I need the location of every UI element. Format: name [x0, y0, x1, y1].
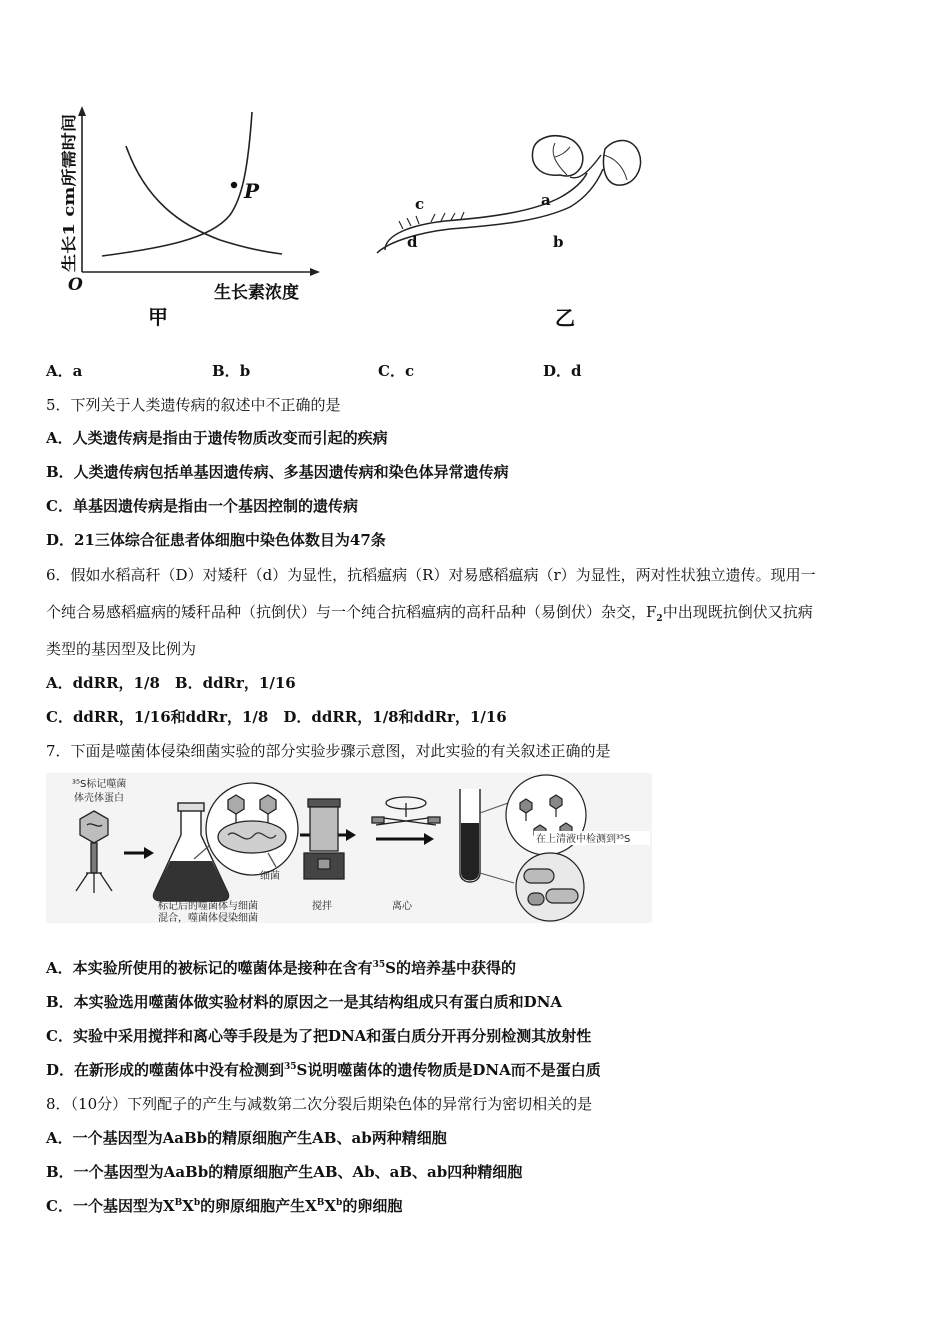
q8-c-sup2: b: [193, 1198, 201, 1208]
point-p-label: P: [244, 179, 260, 203]
x-axis-arrow: [310, 268, 320, 276]
q8-c-part2: X: [182, 1197, 194, 1215]
q7-option-d[interactable]: [46, 1060, 601, 1080]
label-bacteria: 细菌: [260, 871, 280, 882]
q6-stem-line2: [46, 602, 813, 622]
q7-option-a-sup: 35: [372, 960, 386, 970]
label-detect: 在上清液中检测到³⁵S: [536, 834, 631, 845]
q6-options-row1[interactable]: A．ddRR，1/8 B．ddRr，1/16: [46, 674, 296, 692]
q8-stem: 8．（10分）下列配子的产生与减数第二次分裂后期染色体的异常行为密切相关的是: [46, 1095, 593, 1113]
q6-stem-text: 个纯合易感稻瘟病的矮秆品种（抗倒伏）与一个纯合抗稻瘟病的高秆品种（易倒伏）杂交，F: [46, 603, 657, 621]
q7-option-a-tail: S的培养基中获得的: [385, 959, 517, 977]
option-text: c: [404, 362, 415, 380]
q7-option-d-sup: 35: [284, 1062, 297, 1072]
q8-option-c[interactable]: [46, 1196, 402, 1216]
y-axis-arrow: [78, 106, 86, 116]
q8-option-b[interactable]: B．一个基因型为AaBb的精原细胞产生AB、Ab、aB、ab四种精细胞: [46, 1163, 523, 1181]
q6-stem-line3: 类型的基因型及比例为: [46, 640, 197, 658]
q6-stem-line1: 6．假如水稻高秆（D）对矮秆（d）为显性，抗稻瘟病（R）对易感稻瘟病（r）为显性，两对性状独立遗传。现用一: [46, 566, 816, 584]
figure-phage-experiment: [46, 773, 652, 923]
label-d: d: [407, 233, 418, 251]
q4-option-c[interactable]: [378, 360, 414, 381]
increasing-curve: [102, 112, 252, 256]
label-b: b: [553, 233, 564, 251]
q8-c-sup4: b: [336, 1198, 343, 1208]
label-mix-line2: 混合，噬菌体侵染细菌: [158, 913, 258, 923]
leaf-left-vein: [553, 143, 570, 175]
figure-yi-caption: 乙: [555, 306, 575, 330]
q8-c-part5: 的卵细胞: [342, 1197, 403, 1215]
label-mix-line1: 标记后的噬菌体与细菌: [158, 901, 258, 912]
option-letter: B．: [212, 362, 240, 380]
q4-option-d[interactable]: [543, 360, 582, 381]
label-phage-line1: ³⁵S标记噬菌: [72, 779, 127, 790]
figure-jia-caption: 甲: [148, 305, 168, 329]
q7-option-d-text: D．在新形成的噬菌体中没有检测到: [46, 1061, 285, 1079]
q7-option-c[interactable]: C．实验中采用搅拌和离心等手段是为了把DNA和蛋白质分开再分别检测其放射性: [46, 1027, 592, 1045]
q7-option-a[interactable]: [46, 958, 516, 978]
label-phage-line2: 体壳体蛋白: [74, 793, 124, 804]
q7-option-b[interactable]: B．本实验选用噬菌体做实验材料的原因之一是其结构组成只有蛋白质和DNA: [46, 993, 563, 1011]
option-letter: C．: [378, 362, 405, 380]
q8-c-part1: C．一个基因型为X: [46, 1197, 175, 1215]
q5-option-c[interactable]: C．单基因遗传病是指由一个基因控制的遗传病: [46, 497, 358, 515]
label-c: c: [415, 195, 425, 213]
option-letter: A．: [46, 362, 73, 380]
option-letter: D．: [543, 362, 572, 380]
q8-c-part4: X: [324, 1197, 337, 1215]
q5-stem: 5．下列关于人类遗传病的叙述中不正确的是: [46, 396, 341, 414]
q5-option-d[interactable]: D．21三体综合征患者体细胞中染色体数目为47条: [46, 531, 386, 549]
option-text: d: [571, 362, 582, 380]
label-stir: 搅拌: [312, 901, 332, 912]
label-centrifuge: 离心: [392, 901, 412, 912]
origin-label: O: [68, 275, 83, 295]
q4-option-b[interactable]: [212, 360, 250, 381]
q4-option-a[interactable]: [46, 360, 82, 381]
label-a: a: [541, 191, 551, 209]
test-tube-icon: [460, 789, 480, 882]
point-p-marker: [231, 182, 237, 188]
option-text: b: [239, 362, 251, 380]
q8-c-sup3: B: [316, 1198, 325, 1208]
q6-stem-text-tail: 中出现既抗倒伏又抗病: [662, 603, 813, 621]
figure-yi: [365, 125, 665, 335]
option-text: a: [72, 362, 83, 380]
q8-c-sup1: B: [174, 1198, 183, 1208]
blender-icon: [304, 799, 344, 879]
q8-option-a[interactable]: A．一个基因型为AaBb的精原细胞产生AB、ab两种精细胞: [46, 1129, 447, 1147]
q8-c-part3: 的卵原细胞产生X: [200, 1197, 317, 1215]
q6-options-row2[interactable]: C．ddRR，1/16和ddRr，1/8 D．ddRR，1/8和ddRr，1/16: [46, 708, 507, 726]
q5-option-a[interactable]: A．人类遗传病是指由于遗传物质改变而引起的疾病: [46, 429, 388, 447]
q5-option-b[interactable]: B．人类遗传病包括单基因遗传病、多基因遗传病和染色体异常遗传病: [46, 463, 509, 481]
leaf-right: [604, 140, 641, 185]
q6-sub: 2: [656, 614, 663, 624]
q7-option-a-text: A．本实验所使用的被标记的噬菌体是接种在含有: [46, 959, 373, 977]
x-axis-label: 生长素浓度: [214, 283, 299, 303]
pellet-view: [516, 853, 584, 921]
figure-jia: [50, 100, 340, 335]
y-axis-label: 生长1 cm所需时间: [60, 141, 78, 272]
q7-stem: 7．下面是噬菌体侵染细菌实验的部分实验步骤示意图，对此实验的有关叙述正确的是: [46, 742, 611, 760]
q7-option-d-tail: S说明噬菌体的遗传物质是DNA而不是蛋白质: [296, 1061, 601, 1079]
